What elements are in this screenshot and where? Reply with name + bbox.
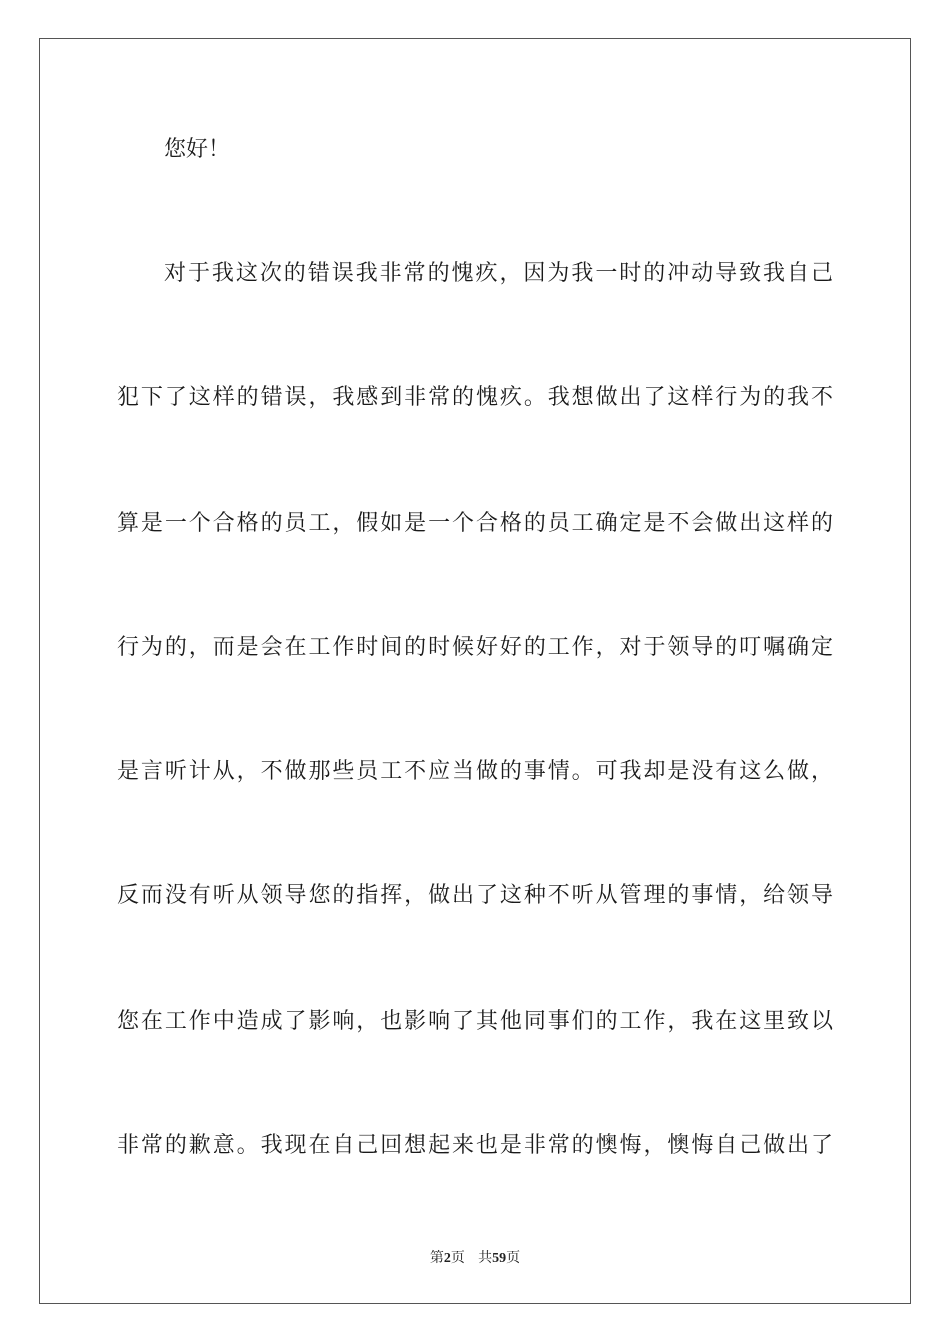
body-line-8: 非常的歉意。我现在自己回想起来也是非常的懊悔，懊悔自己做出了 bbox=[117, 1133, 833, 1158]
body-line-6: 反而没有听从领导您的指挥，做出了这种不听从管理的事情，给领导 bbox=[117, 883, 833, 908]
greeting: 您好！ bbox=[164, 137, 231, 162]
total-prefix: 共 bbox=[478, 1250, 493, 1266]
page-footer bbox=[0, 1247, 950, 1267]
page-suffix: 页 bbox=[450, 1250, 465, 1266]
body-line-7: 您在工作中造成了影响，也影响了其他同事们的工作，我在这里致以 bbox=[117, 1009, 833, 1034]
total-pages: 59 bbox=[492, 1251, 507, 1266]
page-prefix: 第 bbox=[429, 1250, 444, 1266]
total-suffix: 页 bbox=[506, 1250, 521, 1266]
body-line-5: 是言听计从，不做那些员工不应当做的事情。可我却是没有这么做， bbox=[117, 759, 833, 784]
page-border bbox=[39, 38, 911, 1304]
body-line-4: 行为的，而是会在工作时间的时候好好的工作，对于领导的叮嘱确定 bbox=[117, 635, 833, 660]
body-line-1: 对于我这次的错误我非常的愧疚，因为我一时的冲动导致我自己 bbox=[164, 261, 833, 286]
body-line-3: 算是一个合格的员工，假如是一个合格的员工确定是不会做出这样的 bbox=[117, 511, 833, 536]
page-number: 2 bbox=[443, 1251, 451, 1266]
body-line-2: 犯下了这样的错误，我感到非常的愧疚。我想做出了这样行为的我不 bbox=[117, 385, 833, 410]
